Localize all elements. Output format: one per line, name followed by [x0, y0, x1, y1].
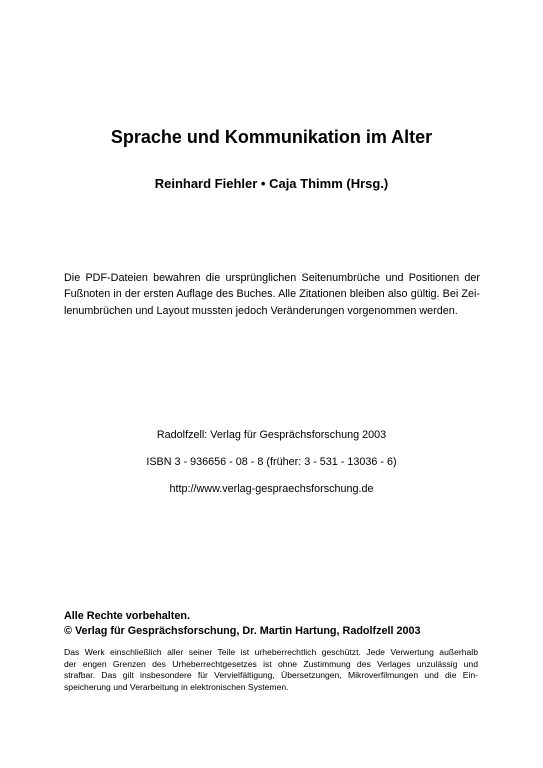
legal-line: der engen Grenzen des Urheberrechtgesetzes ist ohne Zustimmung des Verlages unzulässig und — [64, 658, 478, 669]
rights-block — [64, 609, 484, 639]
pdf-notice-paragraph — [64, 270, 480, 319]
publication-info — [0, 428, 543, 509]
isbn-line: ISBN 3 - 936656 - 08 - 8 (früher: 3 - 531 - 13036 - 6) — [146, 456, 397, 468]
legal-line: Das Werk einschließlich aller seiner Teile ist urheberrechtlich geschützt. Jede Verwertung außerhalb — [64, 647, 478, 657]
notice-line: Die PDF-Dateien bewahren die ursprünglichen Seitenumbrüche und Positionen der — [64, 272, 480, 284]
publisher-line: Radolfzell: Verlag für Gesprächsforschung 2003 — [156, 429, 387, 441]
legal-line: speicherung und Verarbeitung in elektronischen Systemen. — [64, 681, 289, 692]
notice-line: lenumbrüchen und Layout mussten jedoch Veränderungen vorgenommen werden. — [64, 304, 458, 317]
legal-notice — [64, 647, 478, 693]
book-title: Sprache und Kommunikation im Alter — [110, 127, 433, 147]
publisher-url: http://www.verlag-gespraechsforschung.de — [169, 483, 374, 495]
notice-line: Fußnoten in der ersten Auflage des Buches. Alle Zitationen bleiben also gültig. Bei Zei- — [64, 288, 480, 301]
book-editors: Reinhard Fiehler • Caja Thimm (Hrsg.) — [154, 176, 389, 191]
legal-line: strafbar. Das gilt insbesondere für Vervielfältigung, Übersetzungen, Mikroverfilmungen und die Ein- — [64, 670, 478, 681]
rights-reserved: Alle Rechte vorbehalten. — [64, 610, 190, 622]
copyright-line: © Verlag für Gesprächsforschung, Dr. Martin Hartung, Radolfzell 2003 — [64, 625, 421, 637]
